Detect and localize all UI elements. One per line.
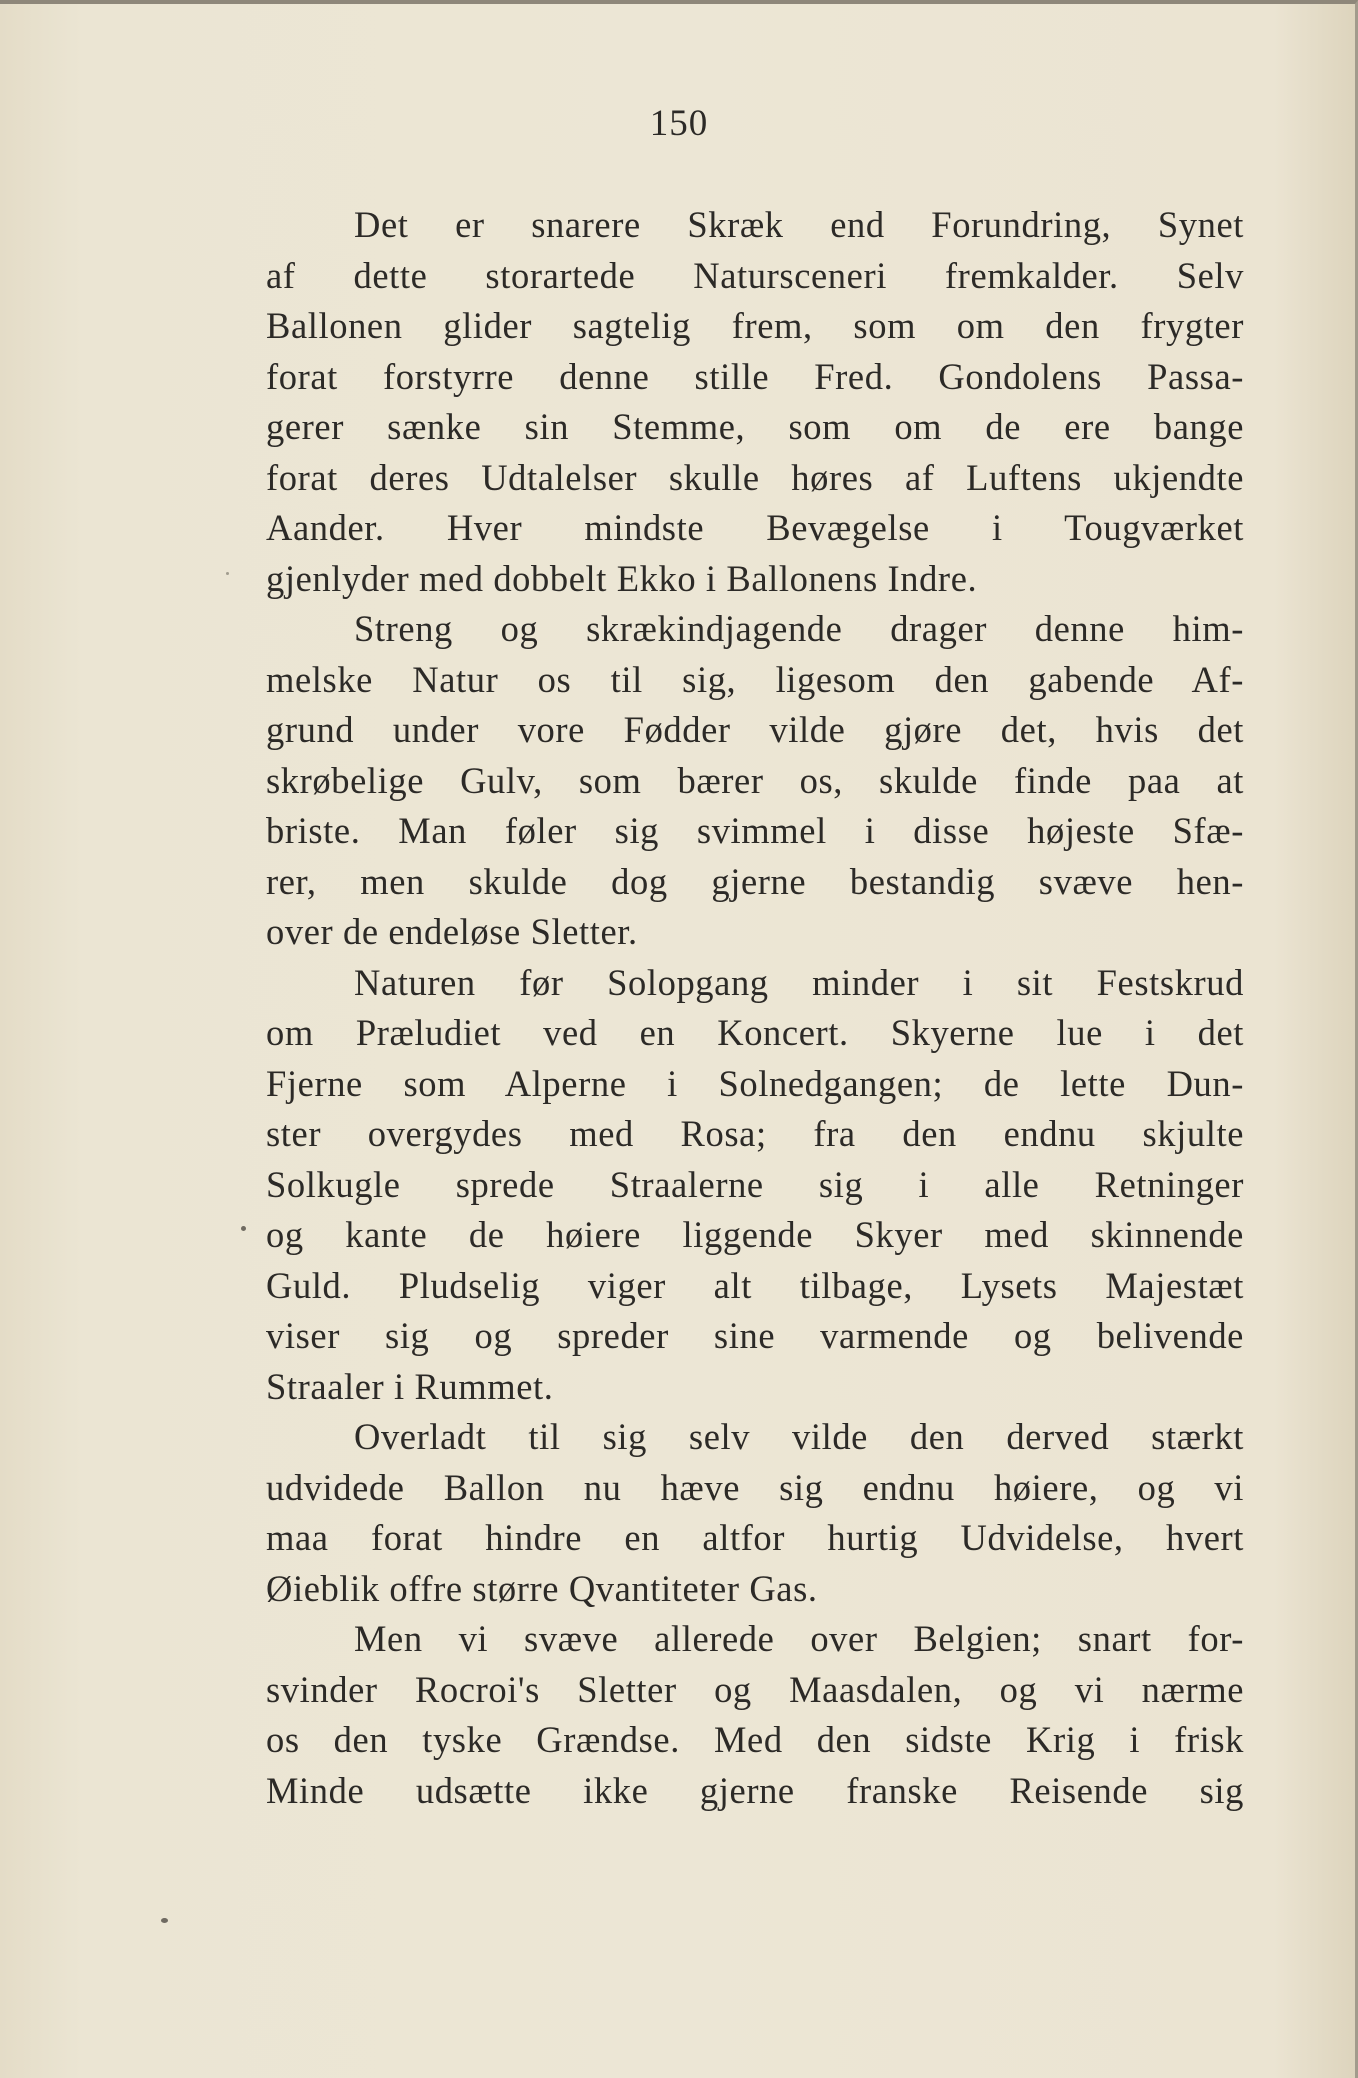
text-line: gerer sænke sin Stemme, som om de ere bange	[266, 406, 1244, 447]
text-line: Det er snarere Skræk end Forundring, Synet	[354, 204, 1244, 245]
text-line: Minde udsætte ikke gjerne franske Reisende sig	[266, 1769, 1244, 1811]
text-line: Solkugle sprede Straalerne sig i alle Retninger	[266, 1163, 1244, 1205]
text-line: Øieblik offre større Qvantiteter Gas.	[266, 1567, 818, 1609]
text-line: Naturen før Solopgang minder i sit Festskrud	[354, 961, 1244, 1003]
text-line: forat forstyrre denne stille Fred. Gondolens Passa-	[266, 355, 1244, 397]
text-line: viser sig og spreder sine varmende og belivende	[266, 1315, 1244, 1356]
text-line: af dette storartede Natursceneri fremkalder. Selv	[266, 254, 1244, 296]
text-line: og kante de høiere liggende Skyer med skinnende	[266, 1214, 1244, 1255]
text-line: Ballonen glider sagtelig frem, som om den frygter	[266, 305, 1244, 346]
paper-speck	[241, 1226, 246, 1231]
text-line: forat deres Udtalelser skulle høres af Luftens ukjendte	[266, 456, 1244, 498]
text-line: Streng og skrækindjagende drager denne him-	[354, 608, 1244, 649]
text-line: ster overgydes med Rosa; fra den endnu skjulte	[266, 1113, 1244, 1154]
text-line: svinder Rocroi's Sletter og Maasdalen, og vi nærme	[266, 1668, 1244, 1710]
page-number: 150	[649, 103, 709, 144]
text-line: briste. Man føler sig svimmel i disse højeste Sfæ-	[266, 810, 1244, 851]
text-line: Guld. Pludselig viger alt tilbage, Lysets Majestæt	[266, 1264, 1244, 1306]
text-line: os den tyske Grændse. Med den sidste Krig i frisk	[266, 1719, 1244, 1760]
text-line: Overladt til sig selv vilde den derved stærkt	[354, 1416, 1244, 1457]
paragraph	[266, 200, 1244, 604]
paragraph	[266, 1412, 1244, 1614]
text-line: udvidede Ballon nu hæve sig endnu høiere, og vi	[266, 1466, 1244, 1508]
text-line: Fjerne som Alperne i Solnedgangen; de lette Dun-	[266, 1062, 1244, 1104]
text-line: Aander. Hver mindste Bevægelse i Tougværket	[266, 507, 1244, 548]
text-line: rer, men skulde dog gjerne bestandig svæve hen-	[266, 860, 1244, 902]
text-line: grund under vore Fødder vilde gjøre det, hvis det	[266, 709, 1244, 750]
text-line: Straaler i Rummet.	[266, 1365, 554, 1407]
text-line: gjenlyder med dobbelt Ekko i Ballonens Indre.	[266, 557, 978, 599]
paragraph	[266, 958, 1244, 1413]
text-line: Men vi svæve allerede over Belgien; snart for-	[354, 1618, 1244, 1659]
paragraph	[266, 604, 1244, 958]
text-line: maa forat hindre en altfor hurtig Udvidelse, hvert	[266, 1517, 1244, 1558]
text-line: om Præludiet ved en Koncert. Skyerne lue i det	[266, 1012, 1244, 1053]
text-line: over de endeløse Sletter.	[266, 911, 638, 952]
paper-speck	[226, 572, 229, 575]
paper-speck	[161, 1918, 168, 1923]
body-text	[266, 200, 1244, 1816]
text-line: skrøbelige Gulv, som bærer os, skulde finde paa at	[266, 759, 1244, 801]
paragraph	[266, 1614, 1244, 1816]
text-line: melske Natur os til sig, ligesom den gabende Af-	[266, 658, 1244, 700]
